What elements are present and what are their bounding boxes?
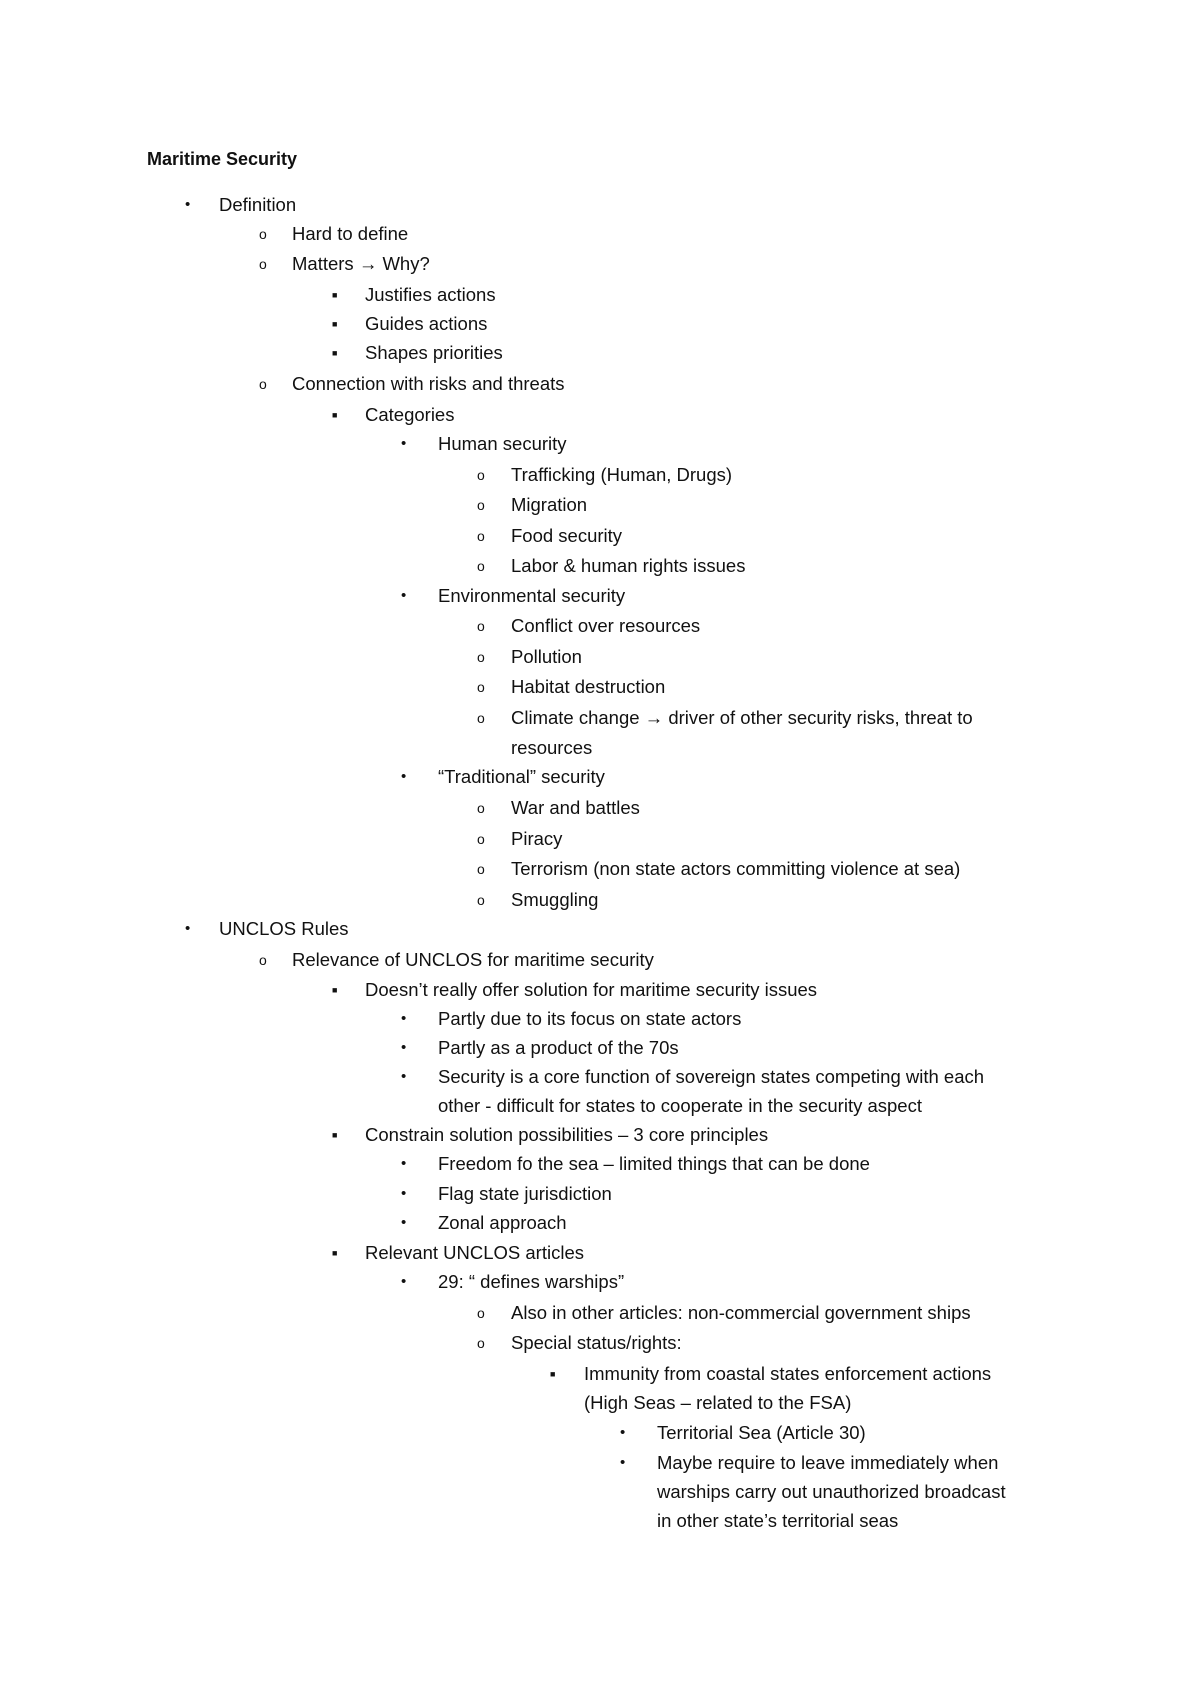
outline-item: Relevance of UNCLOS for maritime security: [292, 949, 654, 970]
bullet-marker: ■: [332, 319, 338, 329]
outline-item: Special status/rights:: [511, 1332, 682, 1353]
outline-item-continuation: (High Seas – related to the FSA): [584, 1392, 852, 1413]
outline-item: Relevant UNCLOS articles: [365, 1242, 584, 1263]
outline-item: Smuggling: [511, 889, 599, 910]
outline-item: Partly due to its focus on state actors: [438, 1008, 742, 1029]
outline-item: Environmental security: [438, 585, 626, 606]
outline-item: 29: “ defines warships”: [438, 1271, 625, 1292]
outline-item-continuation: warships carry out unauthorized broadcast: [657, 1481, 1006, 1502]
outline-item: Maybe require to leave immediately when: [657, 1452, 999, 1473]
bullet-marker: ■: [550, 1369, 556, 1379]
bullet-marker: o: [477, 528, 485, 544]
outline-item: Matters → Why?: [292, 253, 430, 274]
bullet-marker: o: [477, 861, 485, 877]
bullet-marker: o: [477, 467, 485, 483]
bullet-marker: ■: [332, 1130, 338, 1140]
outline-item: Flag state jurisdiction: [438, 1183, 612, 1204]
outline-item: Immunity from coastal states enforcement actions: [584, 1363, 992, 1384]
bullet-marker: ■: [332, 410, 338, 420]
bullet-marker: ■: [332, 985, 338, 995]
outline-item: Labor & human rights issues: [511, 555, 746, 576]
bullet-marker: o: [259, 376, 267, 392]
bullet-marker: o: [259, 952, 267, 968]
bullet-marker: o: [477, 618, 485, 634]
outline-item: Security is a core function of sovereign states competing with each: [438, 1066, 985, 1087]
outline-item: Categories: [365, 404, 455, 425]
outline-item-continuation: in other state’s territorial seas: [657, 1510, 899, 1531]
bullet-marker: o: [477, 710, 485, 726]
bullet-marker: o: [477, 679, 485, 695]
bullet-marker: o: [259, 256, 267, 272]
outline-item: Climate change → driver of other security risks, threat to: [511, 707, 973, 728]
outline-item: Trafficking (Human, Drugs): [511, 464, 733, 485]
bullet-marker: •: [401, 1068, 407, 1085]
outline-item: Connection with risks and threats: [292, 373, 565, 394]
outline-item: Definition: [219, 194, 297, 215]
bullet-marker: •: [401, 1214, 407, 1231]
bullet-marker: •: [401, 1273, 407, 1290]
outline-item: Migration: [511, 494, 588, 515]
bullet-marker: o: [477, 497, 485, 513]
bullet-marker: •: [401, 1039, 407, 1056]
bullet-marker: o: [477, 649, 485, 665]
outline-item-continuation: resources: [511, 737, 593, 758]
outline-item: Piracy: [511, 828, 563, 849]
document-title: Maritime Security: [147, 149, 298, 169]
bullet-marker: o: [477, 831, 485, 847]
outline-item: Shapes priorities: [365, 342, 503, 363]
outline-item: Partly as a product of the 70s: [438, 1037, 679, 1058]
outline-item: Justifies actions: [365, 284, 496, 305]
outline-item: Human security: [438, 433, 567, 454]
bullet-marker: •: [401, 435, 407, 452]
outline-item: Zonal approach: [438, 1212, 567, 1233]
bullet-marker: o: [477, 1305, 485, 1321]
bullet-marker: •: [185, 196, 191, 213]
outline-item: Territorial Sea (Article 30): [657, 1422, 866, 1443]
outline-item: Food security: [511, 525, 623, 546]
outline-item: Conflict over resources: [511, 615, 701, 636]
bullet-marker: •: [620, 1454, 626, 1471]
outline-item: Pollution: [511, 646, 582, 667]
bullet-marker: •: [185, 920, 191, 937]
bullet-marker: ■: [332, 348, 338, 358]
bullet-marker: o: [477, 558, 485, 574]
outline-item: Also in other articles: non-commercial government ships: [511, 1302, 971, 1323]
outline-item: Hard to define: [292, 223, 409, 244]
outline-item: “Traditional” security: [438, 766, 605, 787]
outline-item: War and battles: [511, 797, 640, 818]
outline-item-continuation: other - difficult for states to cooperate in the security aspect: [438, 1095, 922, 1116]
bullet-marker: •: [401, 1185, 407, 1202]
bullet-marker: •: [401, 768, 407, 785]
bullet-marker: •: [401, 1155, 407, 1172]
bullet-marker: ■: [332, 1248, 338, 1258]
outline-item: Freedom fo the sea – limited things that can be done: [438, 1153, 870, 1174]
outline-item: Guides actions: [365, 313, 488, 334]
bullet-marker: o: [259, 226, 267, 242]
bullet-marker: o: [477, 800, 485, 816]
outline-item: Habitat destruction: [511, 676, 666, 697]
outline-item: Constrain solution possibilities – 3 core principles: [365, 1124, 769, 1145]
outline-item: Doesn’t really offer solution for maritime security issues: [365, 979, 818, 1000]
bullet-marker: •: [401, 587, 407, 604]
bullet-marker: •: [620, 1424, 626, 1441]
bullet-marker: ■: [332, 290, 338, 300]
outline-item: UNCLOS Rules: [219, 918, 349, 939]
bullet-marker: o: [477, 892, 485, 908]
bullet-marker: o: [477, 1335, 485, 1351]
bullet-marker: •: [401, 1010, 407, 1027]
outline-item: Terrorism (non state actors committing violence at sea): [511, 858, 961, 879]
